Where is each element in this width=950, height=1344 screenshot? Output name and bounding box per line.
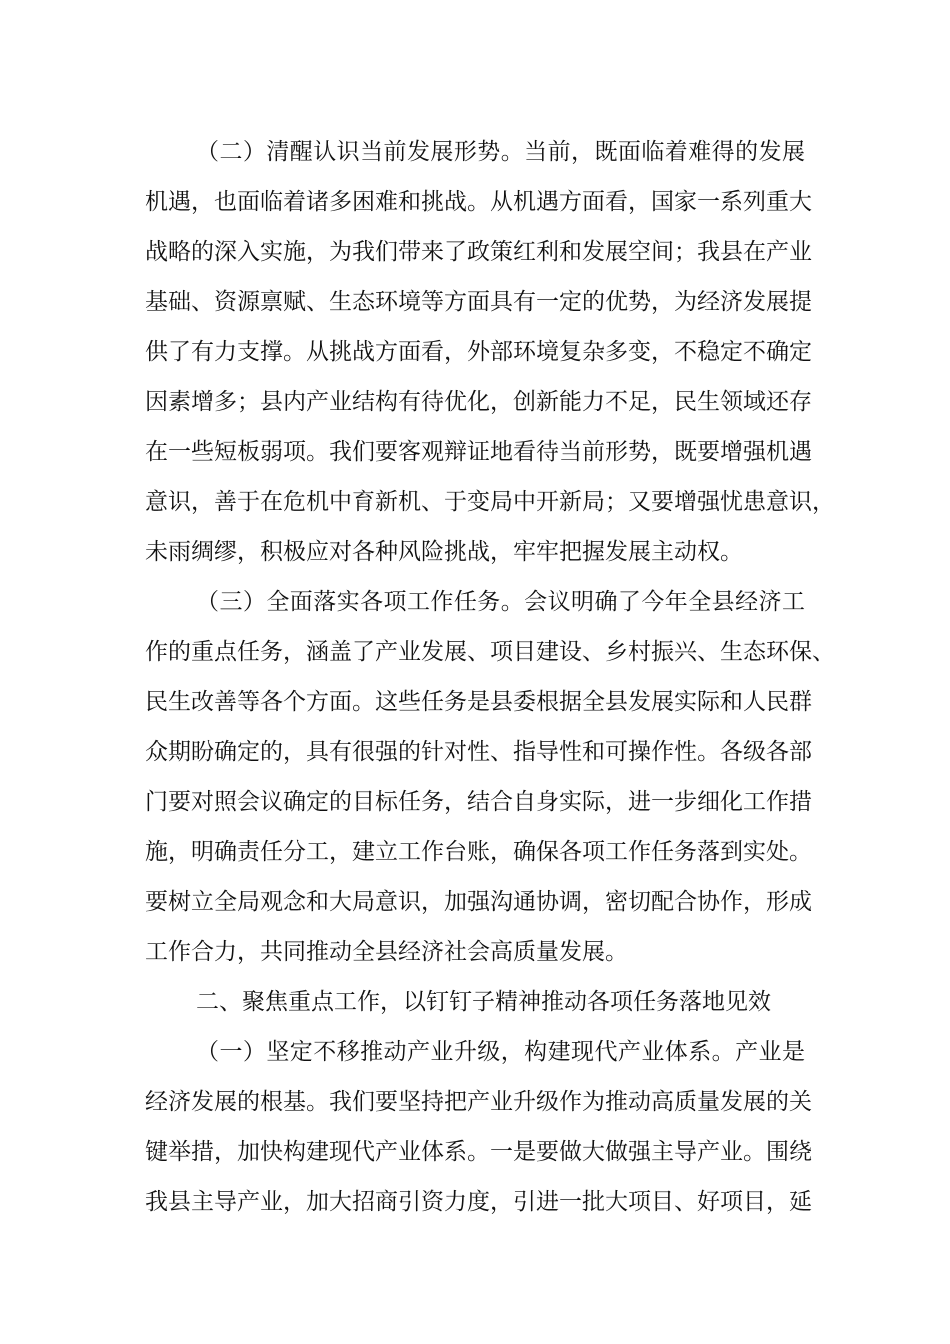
paragraph-3-line-3: 键举措，加快构建现代产业体系。一是要做大做强主导产业。围绕 (145, 1139, 812, 1165)
paragraph-1-line-9: 未雨绸缪，积极应对各种风险挑战，牢牢把握发展主动权。 (145, 539, 743, 565)
paragraph-1-line-5: 供了有力支撑。从挑战方面看，外部环境复杂多变，不稳定不确定 (145, 339, 812, 365)
paragraph-1-line-8: 意识，善于在危机中育新机、于变局中开新局；又要增强忧患意识， (145, 489, 835, 515)
paragraph-1-line-3: 战略的深入实施，为我们带来了政策红利和发展空间；我县在产业 (145, 239, 812, 265)
paragraph-1-line-4: 基础、资源禀赋、生态环境等方面具有一定的优势，为经济发展提 (145, 289, 812, 315)
section-heading: 二、聚焦重点工作，以钉钉子精神推动各项任务落地见效 (196, 989, 771, 1015)
paragraph-2-line-8: 工作合力，共同推动全县经济社会高质量发展。 (145, 939, 628, 965)
paragraph-2-line-2: 作的重点任务，涵盖了产业发展、项目建设、乡村振兴、生态环保、 (145, 639, 835, 665)
paragraph-2-line-4: 众期盼确定的，具有很强的针对性、指导性和可操作性。各级各部 (145, 739, 812, 765)
paragraph-2-line-6: 施，明确责任分工，建立工作台账，确保各项工作任务落到实处。 (145, 839, 812, 865)
paragraph-1-line-2: 机遇，也面临着诸多困难和挑战。从机遇方面看，国家一系列重大 (145, 189, 812, 215)
paragraph-1-line-1: （二）清醒认识当前发展形势。当前，既面临着难得的发展 (196, 139, 805, 165)
paragraph-2-line-1: （三）全面落实各项工作任务。会议明确了今年全县经济工 (196, 589, 805, 615)
paragraph-2-line-5: 门要对照会议确定的目标任务，结合自身实际，进一步细化工作措 (145, 789, 812, 815)
paragraph-3-line-1: （一）坚定不移推动产业升级，构建现代产业体系。产业是 (196, 1039, 805, 1065)
paragraph-3-line-4: 我县主导产业，加大招商引资力度，引进一批大项目、好项目，延 (145, 1189, 812, 1215)
paragraph-1-line-7: 在一些短板弱项。我们要客观辩证地看待当前形势，既要增强机遇 (145, 439, 812, 465)
paragraph-2-line-7: 要树立全局观念和大局意识，加强沟通协调，密切配合协作，形成 (145, 889, 812, 915)
paragraph-2-line-3: 民生改善等各个方面。这些任务是县委根据全县发展实际和人民群 (145, 689, 812, 715)
paragraph-3-line-2: 经济发展的根基。我们要坚持把产业升级作为推动高质量发展的关 (145, 1089, 812, 1115)
paragraph-1-line-6: 因素增多；县内产业结构有待优化，创新能力不足，民生领域还存 (145, 389, 812, 415)
